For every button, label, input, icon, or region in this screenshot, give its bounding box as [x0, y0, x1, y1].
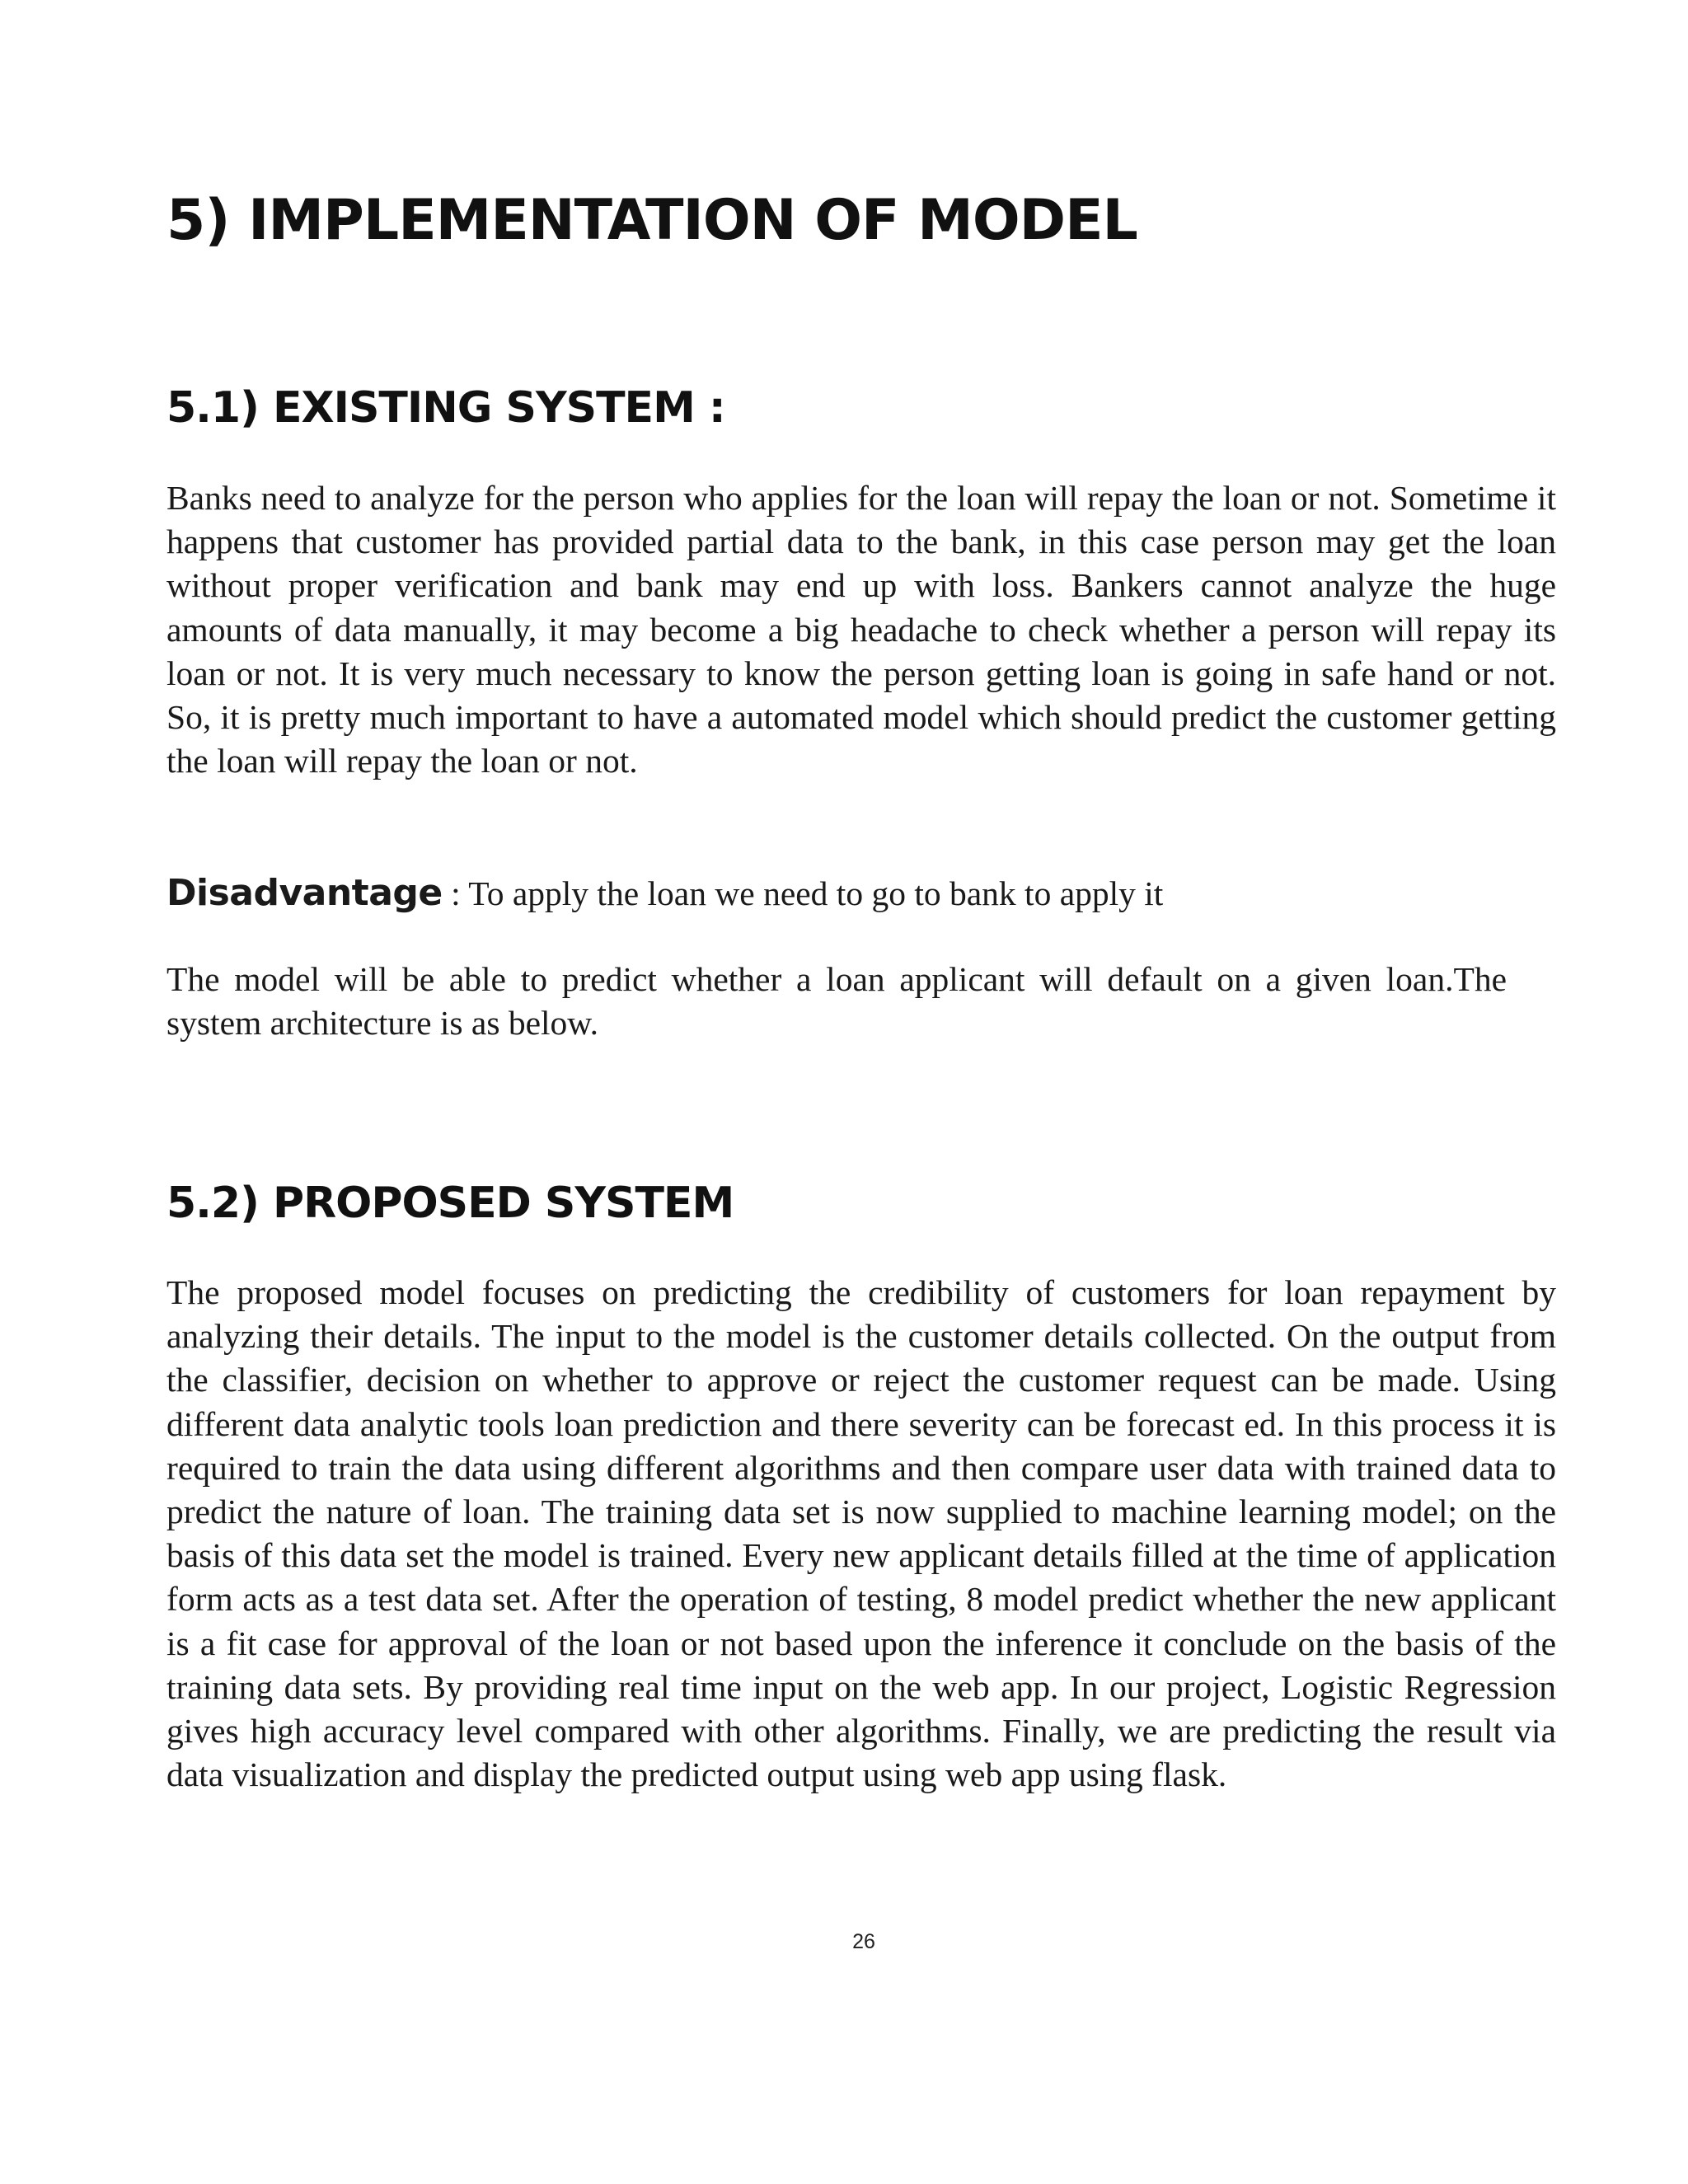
- section-heading-existing-system: 5.1) EXISTING SYSTEM :: [166, 383, 725, 433]
- disadvantage-label: Disadvantage: [166, 872, 443, 914]
- section-heading-proposed-system: 5.2) PROPOSED SYSTEM: [166, 1179, 734, 1228]
- existing-system-paragraph: Banks need to analyze for the person who applies for the loan will repay the loan or not. Sometime it happens that customer has provided partial data to the bank, in this case person may get the loan without proper verification and bank may end up with loss. Bankers cannot analyze the huge amounts of data manually, it may become a big headache to check whether a person will repay its loan or not. It is very much necessary to know the person getting loan is going in safe hand or not. So, it is pretty much important to have a automated model which should predict the customer getting the loan will repay the loan or not.: [166, 479, 1556, 780]
- disadvantage-line: [166, 865, 1556, 921]
- disadvantage-text: : To apply the loan we need to go to bank to apply it: [442, 874, 1164, 912]
- chapter-title: 5) IMPLEMENTATION OF MODEL: [166, 188, 1137, 253]
- page-number: 26: [852, 1930, 875, 1953]
- model-architecture-paragraph: The model will be able to predict whether a loan applicant will default on a given loan.The system architecture is as below.: [166, 960, 1507, 1043]
- proposed-system-paragraph: The proposed model focuses on predicting the credibility of customers for loan repayment by analyzing their details. The input to the model is the customer details collected. On the output from the classifier, decision on whether to approve or reject the customer request can be made. Using different data analytic tools loan prediction and there severity can be forecast ed. In this process it is required to train the data using different algorithms and then compare user data with trained data to predict the nature of loan. The training data set is now supplied to machine learning model; on the basis of this data set the model is trained. Every new applicant details filled at the time of application form acts as a test data set. After the operation of testing, 8 model predict whether the new applicant is a fit case for approval of the loan or not based upon the inference it conclude on the basis of the training data sets. By providing real time input on the web app. In our project, Logistic Regression gives high accuracy level compared with other algorithms. Finally, we are predicting the result via data visualization and display the predicted output using web app using flask.: [166, 1273, 1556, 1794]
